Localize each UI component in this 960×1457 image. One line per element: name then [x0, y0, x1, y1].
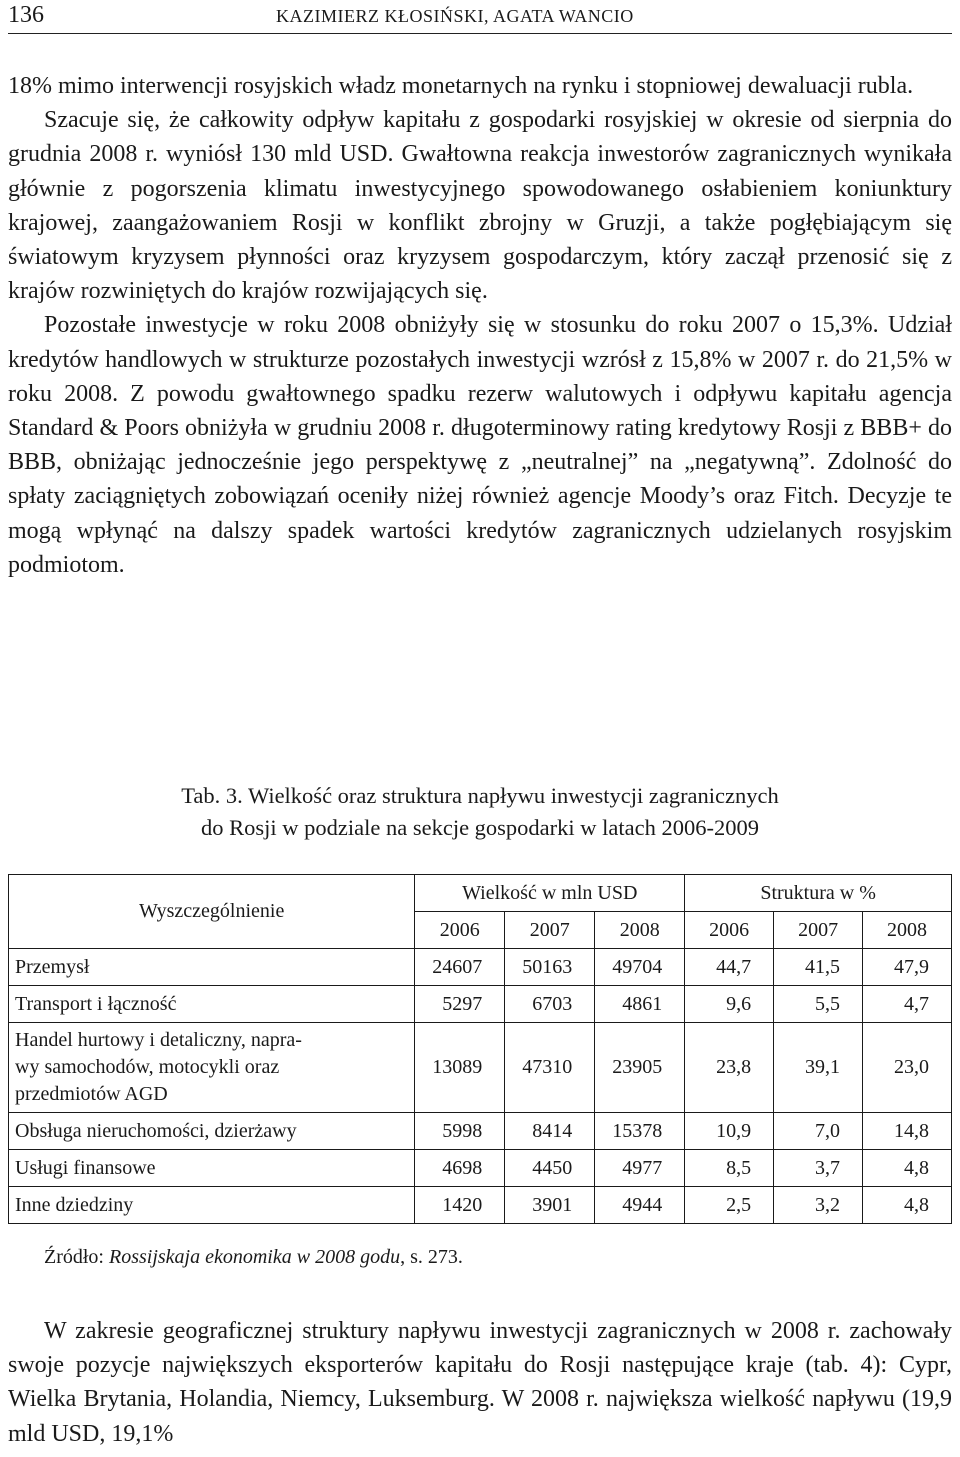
row-label: Usługi finansowe [9, 1150, 415, 1187]
table-cell: 4,8 [863, 1187, 952, 1224]
table-cell: 5297 [415, 986, 505, 1023]
table-row [9, 1023, 952, 1113]
table-cell: 3,2 [774, 1187, 863, 1224]
source-suffix: , s. 273. [400, 1246, 463, 1268]
header-rule [8, 33, 952, 34]
table-cell: 13089 [415, 1023, 505, 1113]
body-text-top [8, 69, 952, 582]
year-header: 2007 [774, 912, 863, 949]
paragraph-3: Pozostałe inwestycje w roku 2008 obniżyły się w stosunku do roku 2007 o 15,3%. Udział kredytów handlowych w strukturze pozostałych inwestycji wzrósł z 15,8% w 2007 r. do 21,5% w roku 2008. Z powodu gwałtownego spadku rezerw walutowych i odpływu kapitału agencja Standard & Poors obniżyła w grudniu 2008 r. długoterminowy rating kredytowy Rosji z BBB+ do BBB, obniżając jednocześnie jego perspektywę z „neutralnej” na „negatywną”. Zdolność do spłaty zaciągniętych zobowiązań oceniły niżej również agencje Moody’s oraz Fitch. Decyzje te mogą wpłynąć na dalszy spadek wartości kredytów zagranicznych udzielanych rosyjskim podmiotom. [8, 312, 952, 578]
table-cell: 4,8 [863, 1150, 952, 1187]
table-source [44, 1246, 463, 1269]
table-cell: 8414 [505, 1113, 595, 1150]
source-prefix: Źródło: [44, 1246, 109, 1268]
year-header: 2006 [685, 912, 774, 949]
table-cell: 39,1 [774, 1023, 863, 1113]
table-group-structure: Struktura w % [685, 875, 952, 912]
table-group-size: Wielkość w mln USD [415, 875, 685, 912]
table-cell: 23905 [595, 1023, 685, 1113]
table-cell: 6703 [505, 986, 595, 1023]
table-row [9, 1187, 952, 1224]
table-cell: 8,5 [685, 1150, 774, 1187]
year-header: 2006 [415, 912, 505, 949]
row-label-line: wy samochodów, motocykli oraz [15, 1056, 280, 1078]
source-title: Rossijskaja ekonomika w 2008 godu [109, 1246, 401, 1268]
table-cell: 49704 [595, 949, 685, 986]
table-cell: 5,5 [774, 986, 863, 1023]
table-row [9, 949, 952, 986]
table-cell: 47310 [505, 1023, 595, 1113]
table-cell: 4698 [415, 1150, 505, 1187]
table-caption-line-2: do Rosji w podziale na sekcje gospodarki w latach 2006-2009 [201, 815, 759, 840]
table-cell: 15378 [595, 1113, 685, 1150]
row-label [9, 1023, 415, 1113]
table-cell: 50163 [505, 949, 595, 986]
table-caption [0, 780, 960, 844]
page-header [8, 0, 952, 32]
row-label: Obsługa nieruchomości, dzierżawy [9, 1113, 415, 1150]
running-head: KAZIMIERZ KŁOSIŃSKI, AGATA WANCIO [276, 6, 634, 26]
table-cell: 1420 [415, 1187, 505, 1224]
row-label: Przemysł [9, 949, 415, 986]
table-row [9, 1150, 952, 1187]
table-row-header: Wyszczególnienie [9, 875, 415, 949]
page-number: 136 [8, 2, 44, 28]
table-cell: 47,9 [863, 949, 952, 986]
table-cell: 3901 [505, 1187, 595, 1224]
row-label: Transport i łączność [9, 986, 415, 1023]
year-header: 2008 [863, 912, 952, 949]
table-cell: 4,7 [863, 986, 952, 1023]
table-cell: 44,7 [685, 949, 774, 986]
table-cell: 3,7 [774, 1150, 863, 1187]
paragraph-2: Szacuje się, że całkowity odpływ kapitału z gospodarki rosyjskiej w okresie od sierpnia do grudnia 2008 r. wyniósł 130 mld USD. Gwałtowna reakcja inwestorów zagranicznych wynikała głównie z pogorszenia klimatu inwestycyjnego spowodowanego osłabieniem koniunktury krajowej, zaangażowaniem Rosji w konflikt zbrojny w Gruzji, a także pogłębiającym się światowym kryzysem płynności oraz kryzysem gospodarczym, który zaczął przenosić się z krajów rozwiniętych do krajów rozwijających się. [8, 107, 952, 305]
paragraph-4: W zakresie geograficznej struktury napływu inwestycji zagranicznych w 2008 r. zachowały swoje pozycje największych eksporterów kapitału do Rosji następujące kraje (tab. 4): Cypr, Wielka Brytania, Holandia, Niemcy, Luksemburg. W 2008 r. największa wielkość napływu (19,9 mld USD, 19,1% [8, 1318, 952, 1447]
table-cell: 23,0 [863, 1023, 952, 1113]
table-header-row-1 [9, 875, 952, 912]
year-header: 2007 [505, 912, 595, 949]
table-cell: 23,8 [685, 1023, 774, 1113]
table-row [9, 1113, 952, 1150]
table-cell: 24607 [415, 949, 505, 986]
table-row [9, 986, 952, 1023]
paragraph-1: 18% mimo interwencji rosyjskich władz monetarnych na rynku i stopniowej dewaluacji rubla. [8, 73, 914, 99]
investment-table [8, 874, 952, 1224]
table-cell: 41,5 [774, 949, 863, 986]
table-cell: 9,6 [685, 986, 774, 1023]
row-label-line: przedmiotów AGD [15, 1083, 168, 1105]
row-label-line: Handel hurtowy i detaliczny, napra- [15, 1029, 302, 1051]
row-label: Inne dziedziny [9, 1187, 415, 1224]
table-cell: 4977 [595, 1150, 685, 1187]
table-cell: 4861 [595, 986, 685, 1023]
table-cell: 4450 [505, 1150, 595, 1187]
table-cell: 2,5 [685, 1187, 774, 1224]
table-caption-line-1: Tab. 3. Wielkość oraz struktura napływu inwestycji zagranicznych [181, 783, 779, 808]
table-cell: 7,0 [774, 1113, 863, 1150]
table-cell: 10,9 [685, 1113, 774, 1150]
table-cell: 14,8 [863, 1113, 952, 1150]
table-cell: 5998 [415, 1113, 505, 1150]
table-cell: 4944 [595, 1187, 685, 1224]
year-header: 2008 [595, 912, 685, 949]
